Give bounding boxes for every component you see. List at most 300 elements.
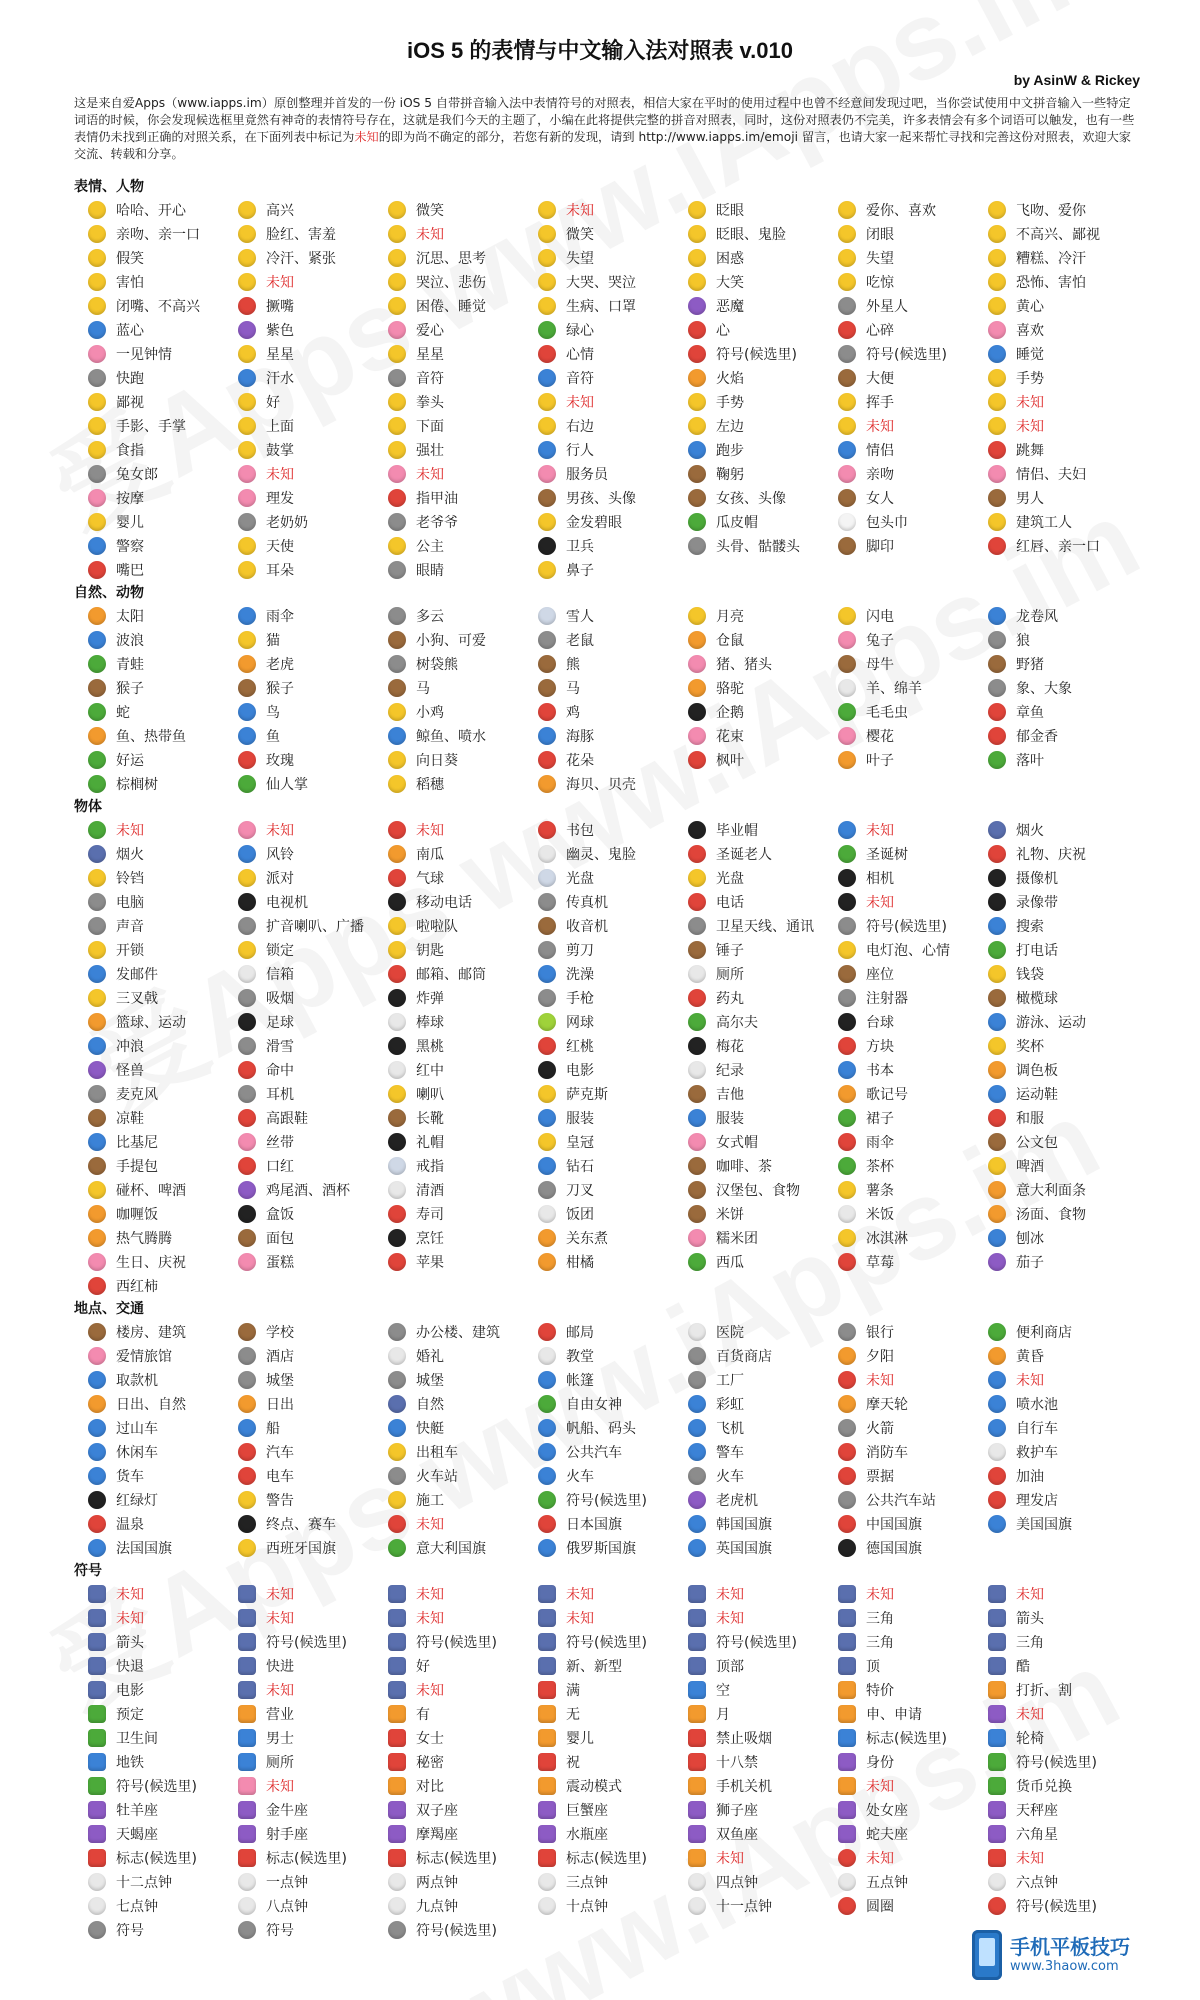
baseball-icon: [388, 1013, 406, 1031]
emoji-entry: [388, 1154, 538, 1178]
emoji-entry: [388, 1010, 538, 1034]
emoji-entry: [538, 366, 688, 390]
emoji-entry: [988, 198, 1138, 222]
emoji-label: 微笑: [566, 227, 594, 243]
emoji-entry: [688, 222, 838, 246]
emoji-label: 音符: [416, 371, 444, 387]
emoji-label: 大便: [866, 371, 894, 387]
emoji-entry: [88, 1870, 238, 1894]
unamused-face: [988, 225, 1006, 243]
emoji-label: 百货商店: [716, 1349, 772, 1365]
sun-icon: [88, 607, 106, 625]
emoji-label: 柑橘: [566, 1255, 594, 1271]
open-hands-icon: [88, 417, 106, 435]
emoji-label: 西红柿: [116, 1279, 158, 1295]
emoji-label: 未知: [266, 1611, 294, 1627]
emoji-entry: [88, 676, 238, 700]
emoji-label: 钱袋: [1016, 967, 1044, 983]
mega-icon: [388, 917, 406, 935]
emoji-label: 音符: [566, 371, 594, 387]
b-button-icon: [238, 1849, 256, 1867]
baby-icon: [88, 513, 106, 531]
emoji-entry: [538, 270, 688, 294]
emoji-entry: [238, 222, 388, 246]
satellite-icon: [688, 917, 706, 935]
emoji-label: 滑雪: [266, 1039, 294, 1055]
emoji-entry: [88, 318, 238, 342]
spades-icon: [388, 1037, 406, 1055]
city-sunset-icon: [838, 1347, 856, 1365]
fire-engine-icon: [838, 1443, 856, 1461]
confounded-face: [688, 249, 706, 267]
emoji-label: 四点钟: [716, 1875, 758, 1891]
emoji-entry: [838, 1798, 988, 1822]
emoji-label: 蓝心: [116, 323, 144, 339]
emoji-entry: [688, 1154, 838, 1178]
emoji-entry: [388, 1058, 538, 1082]
aquarius-icon: [538, 1825, 556, 1843]
emoji-label: 老虎: [266, 657, 294, 673]
emoji-entry: [388, 558, 538, 582]
emoji-label: 汽车: [266, 1445, 294, 1461]
emoji-label: 书本: [866, 1063, 894, 1079]
emoji-entry: [688, 1798, 838, 1822]
emoji-entry: [988, 1894, 1138, 1918]
capricorn-icon: [388, 1825, 406, 1843]
emoji-label: 礼帽: [416, 1135, 444, 1151]
emoji-label: 天使: [266, 539, 294, 555]
factory-icon: [688, 1371, 706, 1389]
emoji-label: 光盘: [566, 871, 594, 887]
emoji-entry: [688, 1464, 838, 1488]
chick-icon: [388, 703, 406, 721]
emoji-entry: [88, 1918, 238, 1942]
emoji-entry: [988, 342, 1138, 366]
libra-icon: [988, 1801, 1006, 1819]
emoji-entry: [688, 890, 838, 914]
emoji-entry: [988, 222, 1138, 246]
tulip-icon: [988, 727, 1006, 745]
disappointed-face: [538, 249, 556, 267]
emoji-entry: [688, 1774, 838, 1798]
clock1-icon: [238, 1873, 256, 1891]
emoji-entry: [238, 1058, 388, 1082]
saxophone-icon: [538, 1085, 556, 1103]
smiling-face: [238, 201, 256, 219]
emoji-label: 花束: [716, 729, 744, 745]
statue-of-liberty-icon: [538, 1395, 556, 1413]
emoji-entry: [538, 462, 688, 486]
emoji-entry: [88, 1894, 238, 1918]
emoji-label: 星星: [416, 347, 444, 363]
bullettrain-icon: [538, 1467, 556, 1485]
emoji-entry: [688, 1846, 838, 1870]
emoji-entry: [388, 318, 538, 342]
penguin-icon: [688, 703, 706, 721]
ambulance-icon: [988, 1443, 1006, 1461]
emoji-label: 城堡: [266, 1373, 294, 1389]
cat-icon: [238, 631, 256, 649]
emoji-entry: [838, 1894, 988, 1918]
unlock-icon: [88, 941, 106, 959]
arrow-forward-icon: [838, 1633, 856, 1651]
emoji-entry: [688, 1512, 838, 1536]
eggplant-icon: [988, 1253, 1006, 1271]
flag-us-icon: [988, 1515, 1006, 1533]
emoji-entry: [838, 1368, 988, 1392]
emoji-label: 飞吻、爱你: [1016, 203, 1086, 219]
emoji-entry: [538, 1106, 688, 1130]
bread-icon: [238, 1229, 256, 1247]
emoji-entry: [988, 1392, 1138, 1416]
emoji-entry: [838, 938, 988, 962]
emoji-entry: [238, 1010, 388, 1034]
emoji-label: 刀叉: [566, 1183, 594, 1199]
dolls-icon: [388, 821, 406, 839]
emoji-label: 未知: [266, 823, 294, 839]
emoji-label: 指甲油: [416, 491, 458, 507]
poop-icon: [838, 369, 856, 387]
clock9-icon: [388, 1897, 406, 1915]
fist-icon: [538, 393, 556, 411]
flushed-face: [238, 225, 256, 243]
emoji-entry: [988, 1440, 1138, 1464]
emoji-label: 爱心: [416, 323, 444, 339]
emoji-label: 寿司: [416, 1207, 444, 1223]
tropical-fish-icon: [88, 727, 106, 745]
art-icon: [988, 1061, 1006, 1079]
emoji-entry: [388, 700, 538, 724]
emoji-label: 盒饭: [266, 1207, 294, 1223]
emoji-entry: [238, 676, 388, 700]
emoji-entry: [388, 1392, 538, 1416]
emoji-entry: [238, 1106, 388, 1130]
emoji-label: 摩羯座: [416, 1827, 458, 1843]
boar-icon: [988, 655, 1006, 673]
emoji-entry: [88, 604, 238, 628]
emoji-entry: [88, 1106, 238, 1130]
keycap-3-icon: [388, 1585, 406, 1603]
cancer-icon: [538, 1801, 556, 1819]
emoji-label: 风铃: [266, 847, 294, 863]
emoji-entry: [838, 890, 988, 914]
bell-icon: [88, 869, 106, 887]
emoji-entry: [838, 676, 988, 700]
emoji-label: 右边: [566, 419, 594, 435]
emoji-entry: [988, 270, 1138, 294]
emoji-entry: [838, 198, 988, 222]
emoji-entry: [988, 1202, 1138, 1226]
snowman-icon: [538, 607, 556, 625]
emoji-label: 沉思、思考: [416, 251, 486, 267]
emoji-entry: [238, 748, 388, 772]
emoji-label: 十二点钟: [116, 1875, 172, 1891]
emoji-entry: [988, 1582, 1138, 1606]
clock12-icon: [88, 1873, 106, 1891]
snake-icon: [88, 703, 106, 721]
stars-icon: [388, 1395, 406, 1413]
beers-icon: [88, 1181, 106, 1199]
emoji-entry: [838, 1154, 988, 1178]
cactus-icon: [238, 775, 256, 793]
emoji-label: 七点钟: [116, 1899, 158, 1915]
bus-icon: [538, 1443, 556, 1461]
arrow-down-icon: [838, 1609, 856, 1627]
emoji-entry: [838, 1320, 988, 1344]
emoji-label: 闭眼: [866, 227, 894, 243]
chicken-icon: [538, 703, 556, 721]
ship-icon: [238, 1419, 256, 1437]
emoji-entry: [988, 1106, 1138, 1130]
emoji-label: 酒店: [266, 1349, 294, 1365]
emoji-label: 未知: [716, 1611, 744, 1627]
emoji-entry: [988, 1130, 1138, 1154]
emoji-label: 雨伞: [866, 1135, 894, 1151]
monthly-icon: [688, 1705, 706, 1723]
emoji-entry: [838, 700, 988, 724]
syringe-icon: [838, 989, 856, 1007]
emoji-entry: [88, 1630, 238, 1654]
emoji-label: 双子座: [416, 1803, 458, 1819]
emoji-label: 未知: [416, 1587, 444, 1603]
flag-gb-icon: [688, 1539, 706, 1557]
emoji-entry: [88, 1678, 238, 1702]
emoji-label: 邮箱、邮筒: [416, 967, 486, 983]
cloud-icon: [388, 607, 406, 625]
bomb-icon: [388, 989, 406, 1007]
emoji-label: 未知: [116, 1611, 144, 1627]
monkey-icon: [238, 679, 256, 697]
emoji-label: 未知: [716, 1851, 744, 1867]
emoji-entry: [388, 1774, 538, 1798]
emoji-entry: [388, 866, 538, 890]
relieved-face: [388, 225, 406, 243]
emoji-entry: [88, 1582, 238, 1606]
ghost-icon: [538, 845, 556, 863]
keycap-8-icon: [88, 1609, 106, 1627]
emoji-entry: [88, 1536, 238, 1560]
emoji-entry: [88, 414, 238, 438]
emoji-label: 清酒: [416, 1183, 444, 1199]
emoji-entry: [238, 1250, 388, 1274]
apple-icon: [388, 1253, 406, 1271]
emoji-label: 左边: [716, 419, 744, 435]
emoji-label: 波浪: [116, 633, 144, 649]
cherry-blossom-icon: [838, 727, 856, 745]
emoji-entry: [688, 1726, 838, 1750]
emoji-label: 梅花: [716, 1039, 744, 1055]
gift-heart-icon: [238, 821, 256, 839]
beginner-icon: [538, 1491, 556, 1509]
emoji-entry: [238, 986, 388, 1010]
wc-icon: [238, 1753, 256, 1771]
emoji-entry: [538, 986, 688, 1010]
u6709-icon: [838, 1777, 856, 1795]
emoji-label: 有: [416, 1707, 430, 1723]
emoji-entry: [238, 842, 388, 866]
curry-icon: [88, 1205, 106, 1223]
emoji-entry: [538, 198, 688, 222]
flag-ru-icon: [538, 1539, 556, 1557]
emoji-label: 工厂: [716, 1373, 744, 1389]
emoji-label: 电话: [716, 895, 744, 911]
angel-icon: [238, 537, 256, 555]
emoji-label: 撅嘴: [266, 299, 294, 315]
section-grid: [88, 604, 1154, 796]
emoji-entry: [538, 748, 688, 772]
dvd-icon: [688, 869, 706, 887]
emoji-entry: [838, 1106, 988, 1130]
emoji-entry: [838, 414, 988, 438]
emoji-entry: [388, 1130, 538, 1154]
emoji-label: 眨眼、鬼脸: [716, 227, 786, 243]
emoji-entry: [688, 246, 838, 270]
emoji-entry: [838, 1822, 988, 1846]
emoji-label: 鼻子: [566, 563, 594, 579]
emoji-entry: [238, 198, 388, 222]
emoji-label: 稻穗: [416, 777, 444, 793]
emoji-entry: [988, 1464, 1138, 1488]
emoji-label: 电车: [266, 1469, 294, 1485]
emoji-entry: [688, 1250, 838, 1274]
flag-es-icon: [238, 1539, 256, 1557]
emoji-entry: [538, 1416, 688, 1440]
emoji-label: 终点、赛车: [266, 1517, 336, 1533]
emoji-entry: [388, 1034, 538, 1058]
emoji-entry: [988, 628, 1138, 652]
emoji-entry: [988, 1798, 1138, 1822]
convenience-store-icon: [988, 1323, 1006, 1341]
headphones-icon: [238, 1085, 256, 1103]
emoji-entry: [388, 1822, 538, 1846]
taxi-icon: [388, 1443, 406, 1461]
emoji-label: 高兴: [266, 203, 294, 219]
emoji-entry: [988, 748, 1138, 772]
kimono-icon: [988, 1109, 1006, 1127]
emoji-label: 恶魔: [716, 299, 744, 315]
postbox-icon: [388, 965, 406, 983]
emoji-label: 营业: [266, 1707, 294, 1723]
mouth-icon: [88, 561, 106, 579]
emoji-label: 好: [266, 395, 280, 411]
emoji-entry: [988, 1774, 1138, 1798]
emoji-label: 汗水: [266, 371, 294, 387]
emoji-entry: [988, 914, 1138, 938]
emoji-entry: [388, 772, 538, 796]
clock6-icon: [988, 1873, 1006, 1891]
koko-icon: [238, 1681, 256, 1699]
emoji-label: 座位: [866, 967, 894, 983]
emoji-entry: [838, 1082, 988, 1106]
tada-icon: [238, 869, 256, 887]
emoji-entry: [688, 1082, 838, 1106]
emoji-label: 好运: [116, 753, 144, 769]
emoji-label: 未知: [566, 1611, 594, 1627]
emoji-label: 秘密: [416, 1755, 444, 1771]
parking-icon: [838, 1729, 856, 1747]
diamonds-icon: [838, 1037, 856, 1055]
astonished-face: [838, 273, 856, 291]
emoji-entry: [238, 294, 388, 318]
man-icon: [988, 489, 1006, 507]
up-icon: [838, 1657, 856, 1675]
fallen-leaf-icon: [838, 751, 856, 769]
emoji-label: 爱情旅馆: [116, 1349, 172, 1365]
point-right-icon: [538, 417, 556, 435]
emoji-entry: [988, 1870, 1138, 1894]
pout-face: [238, 297, 256, 315]
emoji-label: 快艇: [416, 1421, 444, 1437]
gift-icon: [988, 845, 1006, 863]
emoji-label: 夕阳: [866, 1349, 894, 1365]
emoji-label: 长靴: [416, 1111, 444, 1127]
emoji-entry: [538, 724, 688, 748]
telephone-icon: [688, 893, 706, 911]
keycap-1-icon: [88, 1585, 106, 1603]
section-grid: [88, 1582, 1154, 1942]
emoji-entry: [388, 222, 538, 246]
clap-icon: [238, 441, 256, 459]
emoji-label: 星星: [266, 347, 294, 363]
emoji-entry: [988, 866, 1138, 890]
arrow-left-icon: [988, 1609, 1006, 1627]
emoji-label: 雪人: [566, 609, 594, 625]
emoji-label: 未知: [266, 1683, 294, 1699]
frog-icon: [88, 655, 106, 673]
airplane-icon: [688, 1419, 706, 1437]
sound-icon: [88, 917, 106, 935]
heart-decoration-icon: [238, 1777, 256, 1795]
emoji-label: 相机: [866, 871, 894, 887]
emoji-entry: [88, 724, 238, 748]
rice-icon: [838, 1205, 856, 1223]
ramen-icon: [988, 1205, 1006, 1223]
sunrise-icon: [238, 1395, 256, 1413]
emoji-label: 医院: [716, 1325, 744, 1341]
x-mark-icon: [988, 1897, 1006, 1915]
8ball-icon: [838, 1013, 856, 1031]
emoji-entry: [538, 1678, 688, 1702]
tent-icon: [538, 1371, 556, 1389]
weary-face: [238, 273, 256, 291]
emoji-entry: [388, 390, 538, 414]
emoji-label: 红中: [416, 1063, 444, 1079]
tangerine-icon: [538, 1253, 556, 1271]
emoji-label: 手影、手掌: [116, 419, 186, 435]
secret-icon: [388, 1753, 406, 1771]
emoji-label: 俄罗斯国旗: [566, 1541, 636, 1557]
blond-person-icon: [538, 513, 556, 531]
gemini-icon: [388, 1801, 406, 1819]
emoji-label: 瓜皮帽: [716, 515, 758, 531]
emoji-label: 符号(候选里): [866, 919, 947, 935]
emoji-entry: [88, 1654, 238, 1678]
emoji-label: 未知: [566, 1587, 594, 1603]
emoji-entry: [238, 938, 388, 962]
emoji-label: 苹果: [416, 1255, 444, 1271]
hibiscus-icon: [538, 751, 556, 769]
maple-leaf-icon: [688, 751, 706, 769]
emoji-label: 水瓶座: [566, 1827, 608, 1843]
emoji-entry: [238, 1774, 388, 1798]
princess-icon: [388, 537, 406, 555]
emoji-entry: [688, 938, 838, 962]
emoji-entry: [388, 414, 538, 438]
palm-tree-icon: [88, 775, 106, 793]
couple-kiss-icon: [838, 465, 856, 483]
emoji-label: 巨蟹座: [566, 1803, 608, 1819]
sweat-face: [238, 249, 256, 267]
